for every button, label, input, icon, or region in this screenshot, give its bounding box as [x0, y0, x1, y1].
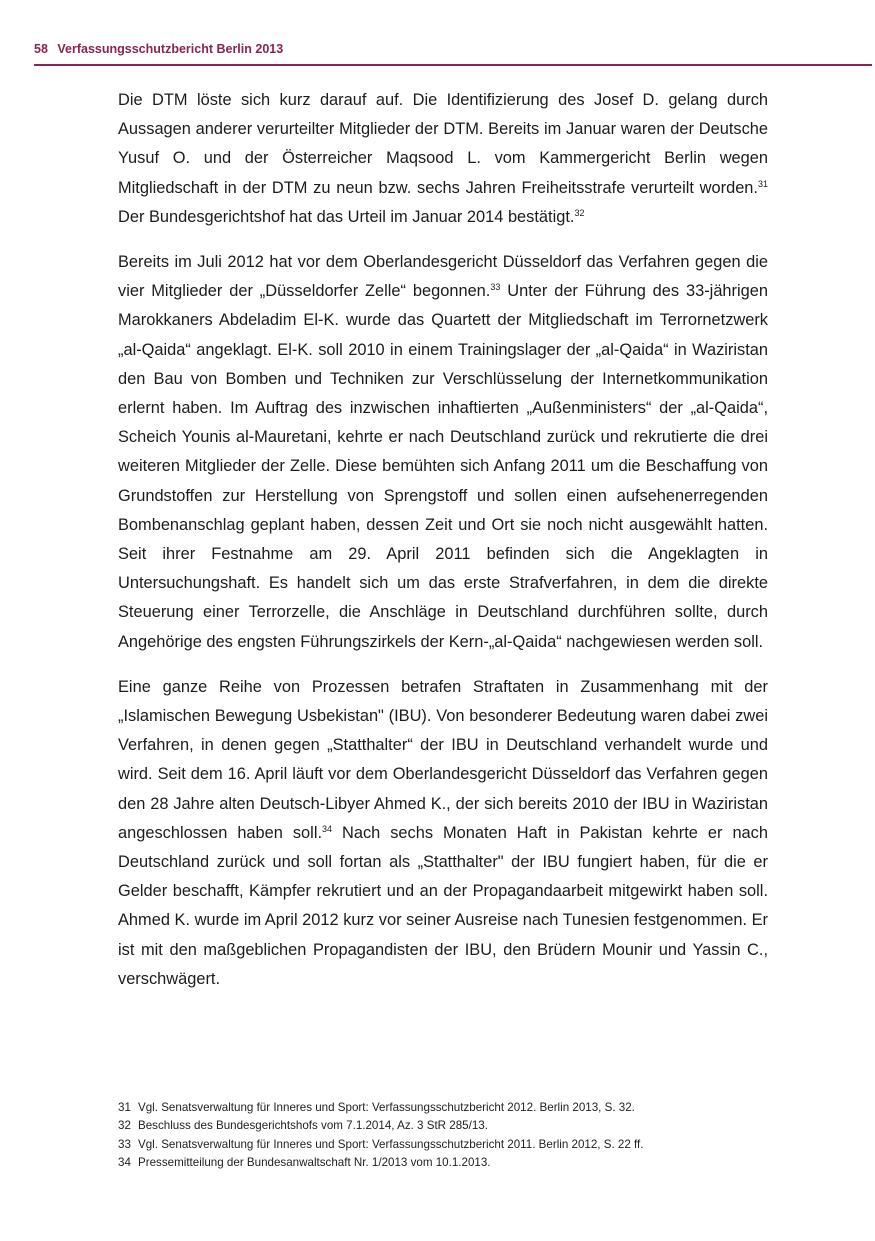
text-segment: Der Bundesgerichtshof hat das Urteil im Januar 2014 bestätigt.: [118, 207, 575, 226]
footnote-32: [118, 1117, 838, 1135]
footnote-number: 31: [118, 1101, 131, 1114]
footnote-34: [118, 1154, 838, 1172]
text-segment: Unter der Führung des 33-jährigen Marokkaners Abdeladim El-K. wurde das Quartett der Mitgliedschaft im Terrornetzwerk „al-Qaida“ angeklagt. El-K. soll 2010 in einem Trainingslager der „al-Qaida“ in Waziristan den Bau von Bomben und Techniken zur Verschlüsselung der Internetkommunikation erlernt haben. Im Auftrag des inzwischen inhaftierten „Außenministers“ der „al-Qaida“, Scheich Younis al-Mauretani, kehrte er nach Deutschland zurück und rekrutierte die drei weiteren Mitglieder der Zelle. Diese bemühten sich Anfang 2011 um die Beschaffung von Grundstoffen zur Herstellung von Sprengstoff und sollen einen aufsehenerregenden Bombenanschlag geplant haben, dessen Zeit und Ort sie noch nicht ausgewählt hatten. Seit ihrer Festnahme am 29. April 2011 befinden sich die Angeklagten in Untersuchungshaft. Es handelt sich um das erste Strafverfahren, in dem die direkte Steuerung einer Terrorzelle, die Anschläge in Deutschland durchführen sollte, durch Angehörige des engsten Führungszirkels der Kern-„al-Qaida“ nachgewiesen werden soll.: [118, 282, 768, 651]
footnote-number: 34: [118, 1156, 131, 1170]
footnote-ref-34: 34: [322, 823, 333, 834]
footnote-text: Vgl. Senatsverwaltung für Inneres und Sport: Verfassungsschutzbericht 2011. Berlin 2012, S. 22 ff.: [138, 1137, 644, 1151]
text-segment: Nach sechs Monaten Haft in Pakistan kehrte er nach Deutschland zurück und soll fortan als „Statthalter" der IBU fungiert haben, für die er Gelder beschafft, Kämpfer rekrutiert und an der Propagandaarbeit mitgewirkt haben soll. Ahmed K. wurde im April 2012 kurz vor seiner Ausreise nach Tunesien festgenommen. Er ist mit den maßgeblichen Propagandisten der IBU, den Brüdern Mounir und Yassin C., verschwägert.: [118, 823, 768, 988]
text-segment: Die DTM löste sich kurz darauf auf. Die Identifizierung des Josef D. gelang durch Aussagen anderer verurteilter Mitglieder der DTM. Bereits im Januar waren der Deutsche Yusuf O. und der Österreicher Maqsood L. vom Kammergericht Berlin wegen Mitgliedschaft in der DTM zu neun bzw. sechs Jahren Freiheitsstrafe verurteilt worden.: [118, 91, 768, 197]
footnote-ref-32: 32: [574, 207, 585, 218]
paragraph-3: [118, 673, 768, 994]
footnote-number: 32: [118, 1119, 131, 1133]
paragraph-1: [118, 86, 768, 232]
footnote-text: Vgl. Senatsverwaltung für Inneres und Sport: Verfassungsschutzbericht 2012. Berlin 2013, S. 32.: [138, 1101, 635, 1114]
footnote-ref-33: 33: [490, 282, 501, 293]
running-title: Verfassungsschutzbericht Berlin 2013: [57, 42, 284, 56]
footnote-number: 33: [118, 1137, 131, 1151]
page-number: 58: [34, 42, 48, 56]
paragraph-2: [118, 248, 768, 657]
footnote-33: [118, 1136, 838, 1154]
text-segment: Bereits im Juli 2012 hat vor dem Oberlandesgericht Düsseldorf das Verfahren gegen die vier Mitglieder der „Düsseldorfer Zelle“ begonnen.: [118, 253, 768, 301]
footnote-31: [118, 1099, 838, 1117]
footnotes: [118, 1099, 838, 1173]
body-text: [118, 86, 768, 1010]
footnote-text: Pressemitteilung der Bundesanwaltschaft Nr. 1/2013 vom 10.1.2013.: [138, 1156, 491, 1170]
footnote-text: Beschluss des Bundesgerichtshofs vom 7.1.2014, Az. 3 StR 285/13.: [138, 1119, 488, 1133]
text-segment: Eine ganze Reihe von Prozessen betrafen Straftaten in Zusammenhang mit der „Islamischen Bewegung Usbekistan" (IBU). Von besonderer Bedeutung waren dabei zwei Verfahren, in denen gegen „Statthalter“ der IBU in Deutschland verhandelt wurde und wird. Seit dem 16. April läuft vor dem Oberlandesgericht Düsseldorf das Verfahren gegen den 28 Jahre alten Deutsch-Libyer Ahmed K., der sich bereits 2010 der IBU in Waziristan angeschlossen haben soll.: [118, 677, 768, 842]
running-header: [34, 40, 872, 66]
footnote-ref-31: 31: [757, 178, 768, 189]
